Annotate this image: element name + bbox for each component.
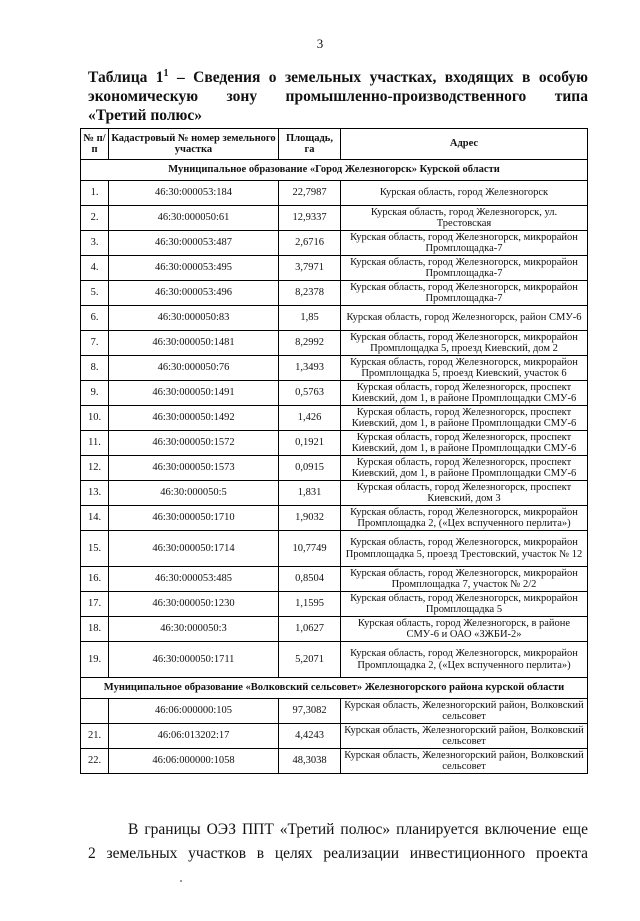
- row-number: 2.: [81, 206, 109, 231]
- row-number: 21.: [81, 724, 109, 749]
- cadastral-number: 46:30:000053:487: [109, 231, 279, 256]
- area-value: 0,0915: [279, 456, 341, 481]
- page-number: 3: [316, 36, 324, 51]
- address: Курская область, город Железногорск, микрорайон Промплощадка 2, («Цех вспученного перлита»): [341, 642, 588, 678]
- title-line-1: [88, 64, 588, 87]
- cadastral-number: 46:30:000050:83: [109, 306, 279, 331]
- table-row: [81, 381, 588, 406]
- address: Курская область, город Железногорск, ул. Трестовская: [341, 206, 588, 231]
- cadastral-number: 46:30:000050:1572: [109, 431, 279, 456]
- area-value: 0,8504: [279, 567, 341, 592]
- section-title: Муниципальное образование «Волковский сельсовет» Железногорского района курской области: [81, 678, 588, 699]
- cadastral-number: 46:30:000050:1573: [109, 456, 279, 481]
- address: Курская область, город Железногорск, микрорайон Промплощадка 5: [341, 592, 588, 617]
- address: Курская область, город Железногорск, проспект Киевский, дом 1, в районе Промплощадки СМУ-6: [341, 381, 588, 406]
- address: Курская область, Железногорский район, Волковский сельсовет: [341, 724, 588, 749]
- row-number: 22.: [81, 749, 109, 774]
- address: Курская область, город Железногорск, проспект Киевский, дом 3: [341, 481, 588, 506]
- address: Курская область, город Железногорск, проспект Киевский, дом 1, в районе Промплощадки СМУ-6: [341, 456, 588, 481]
- cadastral-number: 46:30:000050:1492: [109, 406, 279, 431]
- table-row: [81, 506, 588, 531]
- area-value: 3,7971: [279, 256, 341, 281]
- cadastral-number: 46:30:000053:495: [109, 256, 279, 281]
- title-line-2: экономическую зону промышленно-производственного типа: [88, 88, 588, 106]
- table-header-row: [81, 129, 588, 160]
- header-number: № п/п: [81, 129, 109, 160]
- area-value: 8,2992: [279, 331, 341, 356]
- cadastral-number: 46:30:000050:1481: [109, 331, 279, 356]
- row-number: 11.: [81, 431, 109, 456]
- cadastral-number: 46:30:000050:61: [109, 206, 279, 231]
- area-value: 1,85: [279, 306, 341, 331]
- cadastral-number: 46:30:000053:485: [109, 567, 279, 592]
- address: Курская область, город Железногорск, район СМУ-6: [341, 306, 588, 331]
- table-row: [81, 456, 588, 481]
- area-value: 1,1595: [279, 592, 341, 617]
- table-row: [81, 617, 588, 642]
- footnote-mark: 1: [163, 68, 169, 79]
- address: Курская область, город Железногорск, микрорайон Промплощадка 5, проезд Трестовский, участок № 12: [341, 531, 588, 567]
- header-cadastral: Кадастровый № номер земельного участка: [109, 129, 279, 160]
- cadastral-number: 46:30:000050:1230: [109, 592, 279, 617]
- table-row: [81, 592, 588, 617]
- row-number: 10.: [81, 406, 109, 431]
- row-number: 13.: [81, 481, 109, 506]
- body-paragraph: [88, 818, 588, 866]
- cadastral-number: 46:30:000053:496: [109, 281, 279, 306]
- cadastral-number: 46:30:000053:184: [109, 181, 279, 206]
- scan-speck: [180, 880, 182, 882]
- header-area: Площадь, га: [279, 129, 341, 160]
- table-row: [81, 749, 588, 774]
- cadastral-number: 46:06:000000:1058: [109, 749, 279, 774]
- table-row: [81, 531, 588, 567]
- address: Курская область, город Железногорск, в районе СМУ-6 и ОАО «ЗЖБИ-2»: [341, 617, 588, 642]
- area-value: 1,9032: [279, 506, 341, 531]
- paragraph-line-2: 2 земельных участков в целях реализации инвестиционного проекта: [88, 845, 588, 862]
- table-row: [81, 356, 588, 381]
- cadastral-number: 46:30:000050:5: [109, 481, 279, 506]
- table-row: [81, 481, 588, 506]
- table-row: [81, 281, 588, 306]
- section-row: [81, 160, 588, 181]
- area-value: 2,6716: [279, 231, 341, 256]
- area-value: 22,7987: [279, 181, 341, 206]
- area-value: 0,1921: [279, 431, 341, 456]
- table-row: [81, 406, 588, 431]
- area-value: 48,3038: [279, 749, 341, 774]
- table-row: [81, 567, 588, 592]
- title-prefix: Таблица 1: [88, 69, 164, 87]
- table-row: [81, 642, 588, 678]
- area-value: 97,3082: [279, 699, 341, 724]
- area-value: 1,3493: [279, 356, 341, 381]
- title-line-3: «Третий полюс»: [88, 107, 202, 125]
- row-number: 15.: [81, 531, 109, 567]
- header-address: Адрес: [341, 129, 588, 160]
- row-number: 6.: [81, 306, 109, 331]
- table-row: [81, 256, 588, 281]
- cadastral-number: 46:06:013202:17: [109, 724, 279, 749]
- area-value: 10,7749: [279, 531, 341, 567]
- address: Курская область, город Железногорск, микрорайон Промплощадка 5, проезд Киевский, дом 2: [341, 331, 588, 356]
- cadastral-number: 46:30:000050:76: [109, 356, 279, 381]
- row-number: 3.: [81, 231, 109, 256]
- row-number: 18.: [81, 617, 109, 642]
- area-value: 4,4243: [279, 724, 341, 749]
- address: Курская область, город Железногорск, микрорайон Промплощадка 5, проезд Киевский, участок 6: [341, 356, 588, 381]
- table-body: [81, 160, 588, 774]
- table-row: [81, 431, 588, 456]
- address: Курская область, Железногорский район, Волковский сельсовет: [341, 699, 588, 724]
- row-number: 9.: [81, 381, 109, 406]
- row-number: 17.: [81, 592, 109, 617]
- table-row: [81, 699, 588, 724]
- address: Курская область, город Железногорск, микрорайон Промплощадка 7, участок № 2/2: [341, 567, 588, 592]
- address: Курская область, город Железногорск: [341, 181, 588, 206]
- area-value: 8,2378: [279, 281, 341, 306]
- address: Курская область, город Железногорск, микрорайон Промплощадка-7: [341, 231, 588, 256]
- row-number: 12.: [81, 456, 109, 481]
- row-number: 19.: [81, 642, 109, 678]
- address: Курская область, город Железногорск, микрорайон Промплощадка 2, («Цех вспученного перлита»): [341, 506, 588, 531]
- land-plots-table: [80, 128, 588, 774]
- address: Курская область, город Железногорск, проспект Киевский, дом 1, в районе Промплощадки СМУ-6: [341, 406, 588, 431]
- address: Курская область, город Железногорск, микрорайон Промплощадка-7: [341, 256, 588, 281]
- address: Курская область, Железногорский район, Волковский сельсовет: [341, 749, 588, 774]
- area-value: 5,2071: [279, 642, 341, 678]
- address: Курская область, город Железногорск, проспект Киевский, дом 1, в районе Промплощадки СМУ-6: [341, 431, 588, 456]
- table-row: [81, 306, 588, 331]
- area-value: 1,831: [279, 481, 341, 506]
- cadastral-number: 46:30:000050:1711: [109, 642, 279, 678]
- cadastral-number: 46:30:000050:3: [109, 617, 279, 642]
- table-row: [81, 181, 588, 206]
- cadastral-number: 46:30:000050:1710: [109, 506, 279, 531]
- row-number: 8.: [81, 356, 109, 381]
- table-row: [81, 231, 588, 256]
- paragraph-line-1: В границы ОЭЗ ППТ «Третий полюс» планируется включение еще: [128, 821, 588, 838]
- table-title: [88, 64, 588, 125]
- row-number: 5.: [81, 281, 109, 306]
- table-row: [81, 331, 588, 356]
- section-row: [81, 678, 588, 699]
- area-value: 1,426: [279, 406, 341, 431]
- area-value: 1,0627: [279, 617, 341, 642]
- table-row: [81, 724, 588, 749]
- row-number: [81, 699, 109, 724]
- cadastral-number: 46:30:000050:1491: [109, 381, 279, 406]
- area-value: 0,5763: [279, 381, 341, 406]
- address: Курская область, город Железногорск, микрорайон Промплощадка-7: [341, 281, 588, 306]
- row-number: 14.: [81, 506, 109, 531]
- cadastral-number: 46:30:000050:1714: [109, 531, 279, 567]
- section-title: Муниципальное образование «Город Железногорск» Курской области: [81, 160, 588, 181]
- table-row: [81, 206, 588, 231]
- row-number: 4.: [81, 256, 109, 281]
- row-number: 1.: [81, 181, 109, 206]
- cadastral-number: 46:06:000000:105: [109, 699, 279, 724]
- row-number: 7.: [81, 331, 109, 356]
- area-value: 12,9337: [279, 206, 341, 231]
- title-line-1-rest: – Сведения о земельных участках, входящих в особую: [168, 69, 588, 87]
- row-number: 16.: [81, 567, 109, 592]
